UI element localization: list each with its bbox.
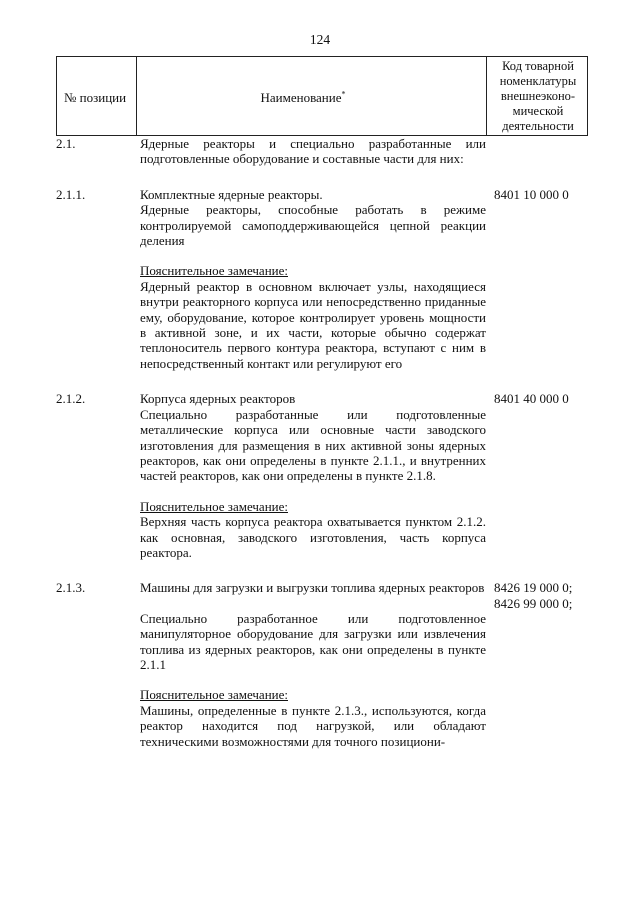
header-name-footnote-mark: * — [341, 89, 346, 99]
entry-text: Специально разработанное или подготовленное манипуляторное оборудование для загрузки или извлечения топлива из ядерных реакторов, как они определены в пункте 2.1.1 — [140, 610, 486, 672]
header-code: Код товарной номенклатуры внешнеэконо-мической деятельности — [499, 59, 577, 133]
code-item: 8426 99 000 0; — [494, 595, 573, 611]
spacer — [56, 167, 596, 182]
table-border-left — [56, 57, 57, 135]
note-label: Пояснительное замечание: — [140, 687, 288, 703]
note-label: Пояснительное замечание: — [140, 263, 288, 279]
entry-body — [140, 136, 486, 167]
header-name-label: Наименование — [260, 90, 342, 105]
entry-number: 2.1.3. — [56, 580, 86, 596]
entry-2-1-3 — [56, 580, 596, 749]
entry-body — [140, 580, 486, 749]
spacer — [56, 371, 596, 391]
note-text: Машины, определенные в пункте 2.1.3., используются, когда реактор находится под нагрузкой, или обладают техническими возможностями для точного позициони- — [140, 702, 486, 749]
entry-2-1 — [56, 136, 596, 167]
table-divider-2 — [486, 57, 487, 135]
entry-title: Ядерные реакторы и специально разработанные или подготовленные оборудование и составные части для них: — [140, 136, 486, 167]
entry-2-1-1 — [56, 187, 596, 371]
entry-codes — [494, 187, 604, 202]
entries-list — [56, 136, 596, 749]
code-item: 8401 40 000 0 — [494, 391, 569, 407]
note-label: Пояснительное замечание: — [140, 498, 288, 514]
table-header — [56, 56, 588, 136]
entry-number: 2.1.2. — [56, 391, 86, 407]
note-text: Верхняя часть корпуса реактора охватывается пунктом 2.1.2. как основная, заводского изготовления, часть корпуса реактора. — [140, 514, 486, 560]
spacer — [140, 596, 486, 611]
entry-title: Комплектные ядерные реакторы. — [140, 186, 323, 202]
note-text: Ядерный реактор в основном включает узлы, находящиеся внутри реакторного корпуса или непосредственно приданные ему, оборудование, которое контролирует уровень мощности в активной зоне, и их части, которые обычно содержат теплоноситель первого контура реактора, вступают с ним в непосредственный контакт или регулируют его — [140, 278, 486, 371]
entry-body — [140, 391, 486, 560]
spacer — [140, 484, 486, 499]
entry-codes — [494, 391, 604, 406]
code-item: 8426 19 000 0; — [494, 580, 573, 596]
header-name — [138, 90, 468, 106]
entry-body — [140, 187, 486, 371]
entry-text: Специально разработанные или подготовленные металлические корпуса или основные части заводского изготовления для размещения в них активной зоны ядерных реакторов, как они определены в пункте 2.1.1., и внутренних частей реакторов, как они определены в пункте 2.1.8. — [140, 406, 486, 484]
code-item: 8401 10 000 0 — [494, 186, 569, 202]
spacer — [140, 672, 486, 687]
table-divider-1 — [136, 57, 137, 135]
page-number: 124 — [309, 32, 331, 47]
entry-title: Корпуса ядерных реакторов — [140, 391, 296, 407]
entry-title: Машины для загрузки и выгрузки топлива ядерных реакторов — [140, 580, 485, 596]
entry-number: 2.1.1. — [56, 186, 86, 202]
spacer — [56, 560, 596, 580]
entry-text: Ядерные реакторы, способные работать в режиме контролируемой самоподдерживающейся цепной реакции деления — [140, 202, 486, 249]
header-position: № позиции — [64, 90, 127, 105]
entry-2-1-2 — [56, 391, 596, 560]
spacer — [140, 248, 486, 263]
entry-codes — [494, 580, 604, 611]
entry-number: 2.1. — [56, 136, 76, 151]
